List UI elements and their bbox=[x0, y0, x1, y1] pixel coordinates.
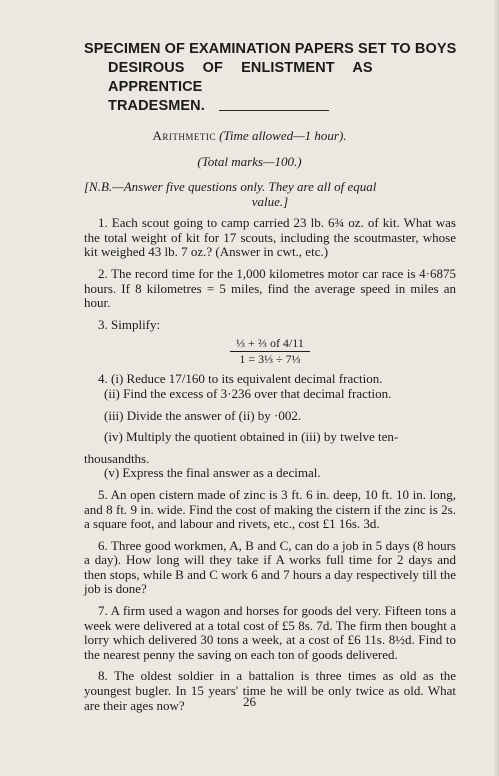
fraction-numerator: ⅓ + ⅔ of 4/11 bbox=[230, 336, 310, 352]
question-8: 8. The oldest soldier in a battalion is three times as old as the youngest bugler. In 15 years' time he will be only twice as old. What are their ages now? bbox=[84, 668, 456, 713]
question-4-part-iii: (iii) Divide the answer of (ii) by ·002. bbox=[104, 407, 302, 423]
question-4-part-iv-continued: thousandths. bbox=[84, 450, 150, 466]
question-1: 1. Each scout going to camp carried 23 lb. 6¾ oz. of kit. What was the total weight of kit for 17 scouts, including the scoutmaster, whose kit weighed 43 lb. 7 oz.? (Answer in cwt., etc.) bbox=[84, 215, 456, 260]
question-4-part-ii: (ii) Find the excess of 3·236 over that decimal fraction. bbox=[104, 385, 392, 401]
question-4-part-v: (v) Express the final answer as a decimal. bbox=[104, 465, 321, 481]
heading-line-2: DESIROUS OF ENLISTMENT AS APPRENTICE bbox=[108, 60, 373, 95]
question-3: 3. Simplify: bbox=[98, 316, 161, 332]
question-2: 2. The record time for the 1,000 kilometres motor car race is 4·6875 hours. If 8 kilometres = 5 miles, find the average speed in miles an hour. bbox=[84, 265, 456, 311]
question-4-part-i: 4. (i) Reduce 17/160 to its equivalent decimal fraction. bbox=[98, 371, 383, 387]
question-6: 6. Three good workmen, A, B and C, can do a job in 5 days (8 hours a day). How long will they take if A works full time for 2 days and then stops, while B and C work 6 and 7 hours a day respectively till the job is done? bbox=[84, 537, 456, 597]
question-3-fraction bbox=[84, 336, 456, 366]
fraction-denominator: 1 = 3⅓ ÷ 7⅓ bbox=[239, 352, 301, 367]
heading-line-3: TRADESMEN. bbox=[108, 98, 205, 114]
nb-note bbox=[84, 180, 456, 209]
page-heading bbox=[84, 40, 474, 116]
total-marks-text: (Total marks—100.) bbox=[197, 154, 302, 169]
heading-line-1: SPECIMEN OF EXAMINATION PAPERS SET TO BOYS bbox=[84, 41, 457, 57]
nb-line-2: value.] bbox=[251, 193, 289, 209]
total-marks bbox=[0, 154, 499, 170]
time-allowed: (Time allowed—1 hour). bbox=[219, 128, 347, 143]
subject-label: Arithmetic bbox=[152, 128, 216, 143]
question-5: 5. An open cistern made of zinc is 3 ft. 6 in. deep, 10 ft. 10 in. long, and 8 ft. 9 in. wide. Find the cost of making the cistern if the zinc is 2s. a square foot, and labour and rivets, etc., cost £1 16s. 3d. bbox=[84, 486, 456, 532]
questions-body bbox=[84, 180, 456, 720]
question-7: 7. A firm used a wagon and horses for goods del very. Fifteen tons a week were delivered at a total cost of £5 8s. 7d. The firm then bought a lorry which delivered 30 tons a week, at a cost of £6 11s. 8½d. Find to the nearest penny the saving on each ton of goods delivered. bbox=[84, 603, 456, 662]
divider-rule bbox=[219, 110, 329, 111]
section-subtitle bbox=[0, 128, 499, 144]
page-number: 26 bbox=[243, 694, 256, 709]
question-4-part-iv: (iv) Multiply the quotient obtained in (iii) by twelve ten- bbox=[104, 429, 399, 445]
nb-line-1: [N.B.—Answer five questions only. They are all of equal bbox=[84, 179, 377, 194]
